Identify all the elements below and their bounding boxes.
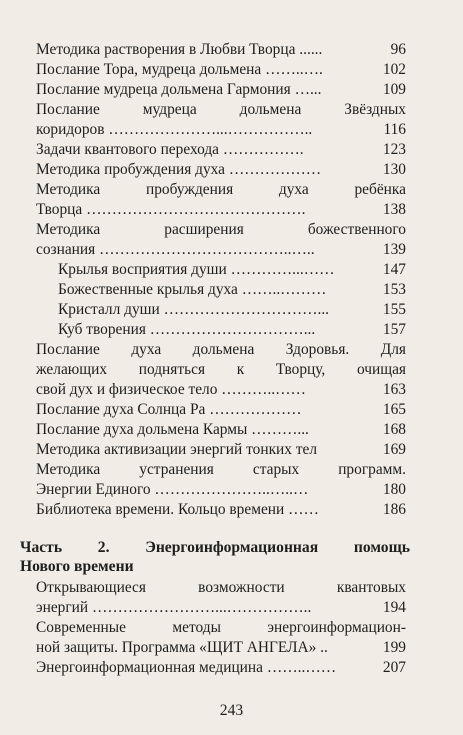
toc-entry [36, 420, 406, 439]
toc-entry [36, 380, 406, 399]
toc-entry-title: Методика растворения в Любви Творца ...... [36, 41, 323, 58]
toc-subentry [58, 260, 406, 279]
toc-entry-page: 130 [382, 161, 406, 178]
toc-entry-title: Методика пробуждения духа ребёнка [36, 181, 406, 198]
page-number: 243 [219, 702, 244, 719]
toc-subentry [58, 280, 406, 299]
toc-entry-page: 153 [382, 281, 406, 298]
toc-entry [36, 578, 406, 597]
toc-entry-page: 199 [382, 639, 406, 656]
toc-entry-page: 109 [382, 81, 406, 98]
toc-entry-title: Библиотека времени. Кольцо времени …… [36, 501, 319, 518]
toc-entry [36, 220, 406, 239]
toc-entry-title: Методика устранения старых программ. [36, 461, 406, 478]
toc-entry [36, 618, 406, 637]
toc-entry-title: Божественные крылья духа ……..……… [58, 281, 327, 298]
toc-entry [36, 480, 406, 499]
toc-entry [36, 638, 406, 657]
toc-entry-title: Открывающиеся возможности квантовых [36, 579, 406, 596]
toc-entry-title: Энергии Единого …………………..…..… [36, 481, 309, 498]
toc-entry-title: желающих подняться к Творцу, очищая [36, 361, 406, 378]
toc-entry-title: Методика активизации энергий тонких тел [36, 441, 318, 458]
toc-entry-title: свой дух и физическое тело ………..…… [36, 381, 306, 398]
toc-entry [36, 658, 406, 677]
toc-entry-title: Творца ……………………………………. [36, 201, 306, 218]
toc-entry-page: 123 [382, 141, 406, 158]
toc-entry-page: 180 [382, 481, 406, 498]
toc-entry-title: Послание духа Солнца Ра ……………… [36, 401, 302, 418]
toc-entry-title: Методика расширения божественного [36, 221, 406, 238]
toc-entry-page: 139 [382, 241, 406, 258]
toc-entry [36, 460, 406, 479]
toc-entry-page: 194 [382, 599, 406, 616]
toc-entry-title: Послание мудреца дольмена Звёздных [36, 101, 406, 118]
toc-entry-page: 155 [382, 301, 406, 318]
toc-entry-page: 165 [382, 401, 406, 418]
toc-entry [36, 200, 406, 219]
toc-entry-title: Методика пробуждения духа ……………… [36, 161, 322, 178]
toc-entry [36, 140, 406, 159]
toc-entry-title: Куб творения …………………………... [58, 321, 316, 338]
toc-subentry [58, 300, 406, 319]
toc-entry-title: Послание Тора, мудреца дольмена ……..…. [36, 61, 323, 78]
toc-entry-page: 163 [382, 381, 406, 398]
toc-entry-page: 207 [382, 659, 406, 676]
toc-entry-title: коридоров …………………...…………….. [36, 121, 313, 138]
toc-entry-title: Кристалл души …………………………... [58, 301, 330, 318]
toc-entry-page: 102 [382, 61, 406, 78]
toc-entry [36, 500, 406, 519]
toc-entry-page: 186 [382, 501, 406, 518]
part-heading [20, 538, 410, 557]
toc-entry-title: сознания ………………………………..….. [36, 241, 315, 258]
part-heading-line: Часть 2. Энергоинформационная помощь [20, 539, 410, 556]
toc-entry-page: 147 [382, 261, 406, 278]
toc-entry [36, 120, 406, 139]
toc-entry-title: Послание духа дольмена Здоровья. Для [36, 341, 406, 358]
toc-entry [36, 440, 406, 459]
toc-entry [36, 598, 406, 617]
toc-entry [36, 180, 406, 199]
toc-entry-title: Современные методы энергоинформацион- [36, 619, 406, 636]
toc-entry-title: Послание духа дольмена Кармы ………... [36, 421, 309, 438]
toc-entry-page: 116 [383, 121, 406, 138]
toc-entry [36, 160, 406, 179]
toc-entry-title: Крылья восприятия души …………...…… [58, 261, 335, 278]
toc-entry-page: 168 [382, 421, 406, 438]
toc-entry-page: 157 [382, 321, 406, 338]
toc-entry [36, 340, 406, 359]
toc-entry-title: энергий ……………………...…………….. [36, 599, 312, 616]
toc-entry [36, 60, 406, 79]
toc-entry [36, 240, 406, 259]
toc-subentry [58, 320, 406, 339]
toc-entry [36, 80, 406, 99]
toc-entry [36, 100, 406, 119]
part-heading-continued [20, 557, 410, 576]
toc-entry-title: ной защиты. Программа «ЩИТ АНГЕЛА» .. [36, 639, 328, 656]
toc-entry [36, 400, 406, 419]
toc-entry [36, 360, 406, 379]
toc-entry [36, 40, 406, 59]
toc-entry-title: Послание мудреца дольмена Гармония …... [36, 81, 322, 98]
part-heading-line: Нового времени [20, 558, 134, 575]
toc-entry-page: 138 [382, 201, 406, 218]
toc-entry-page: 169 [382, 441, 406, 458]
toc-entry-title: Энергоинформационная медицина ……..…… [36, 659, 337, 676]
toc-entry-page: 96 [390, 41, 406, 58]
toc-entry-title: Задачи квантового перехода ……………. [36, 141, 304, 158]
